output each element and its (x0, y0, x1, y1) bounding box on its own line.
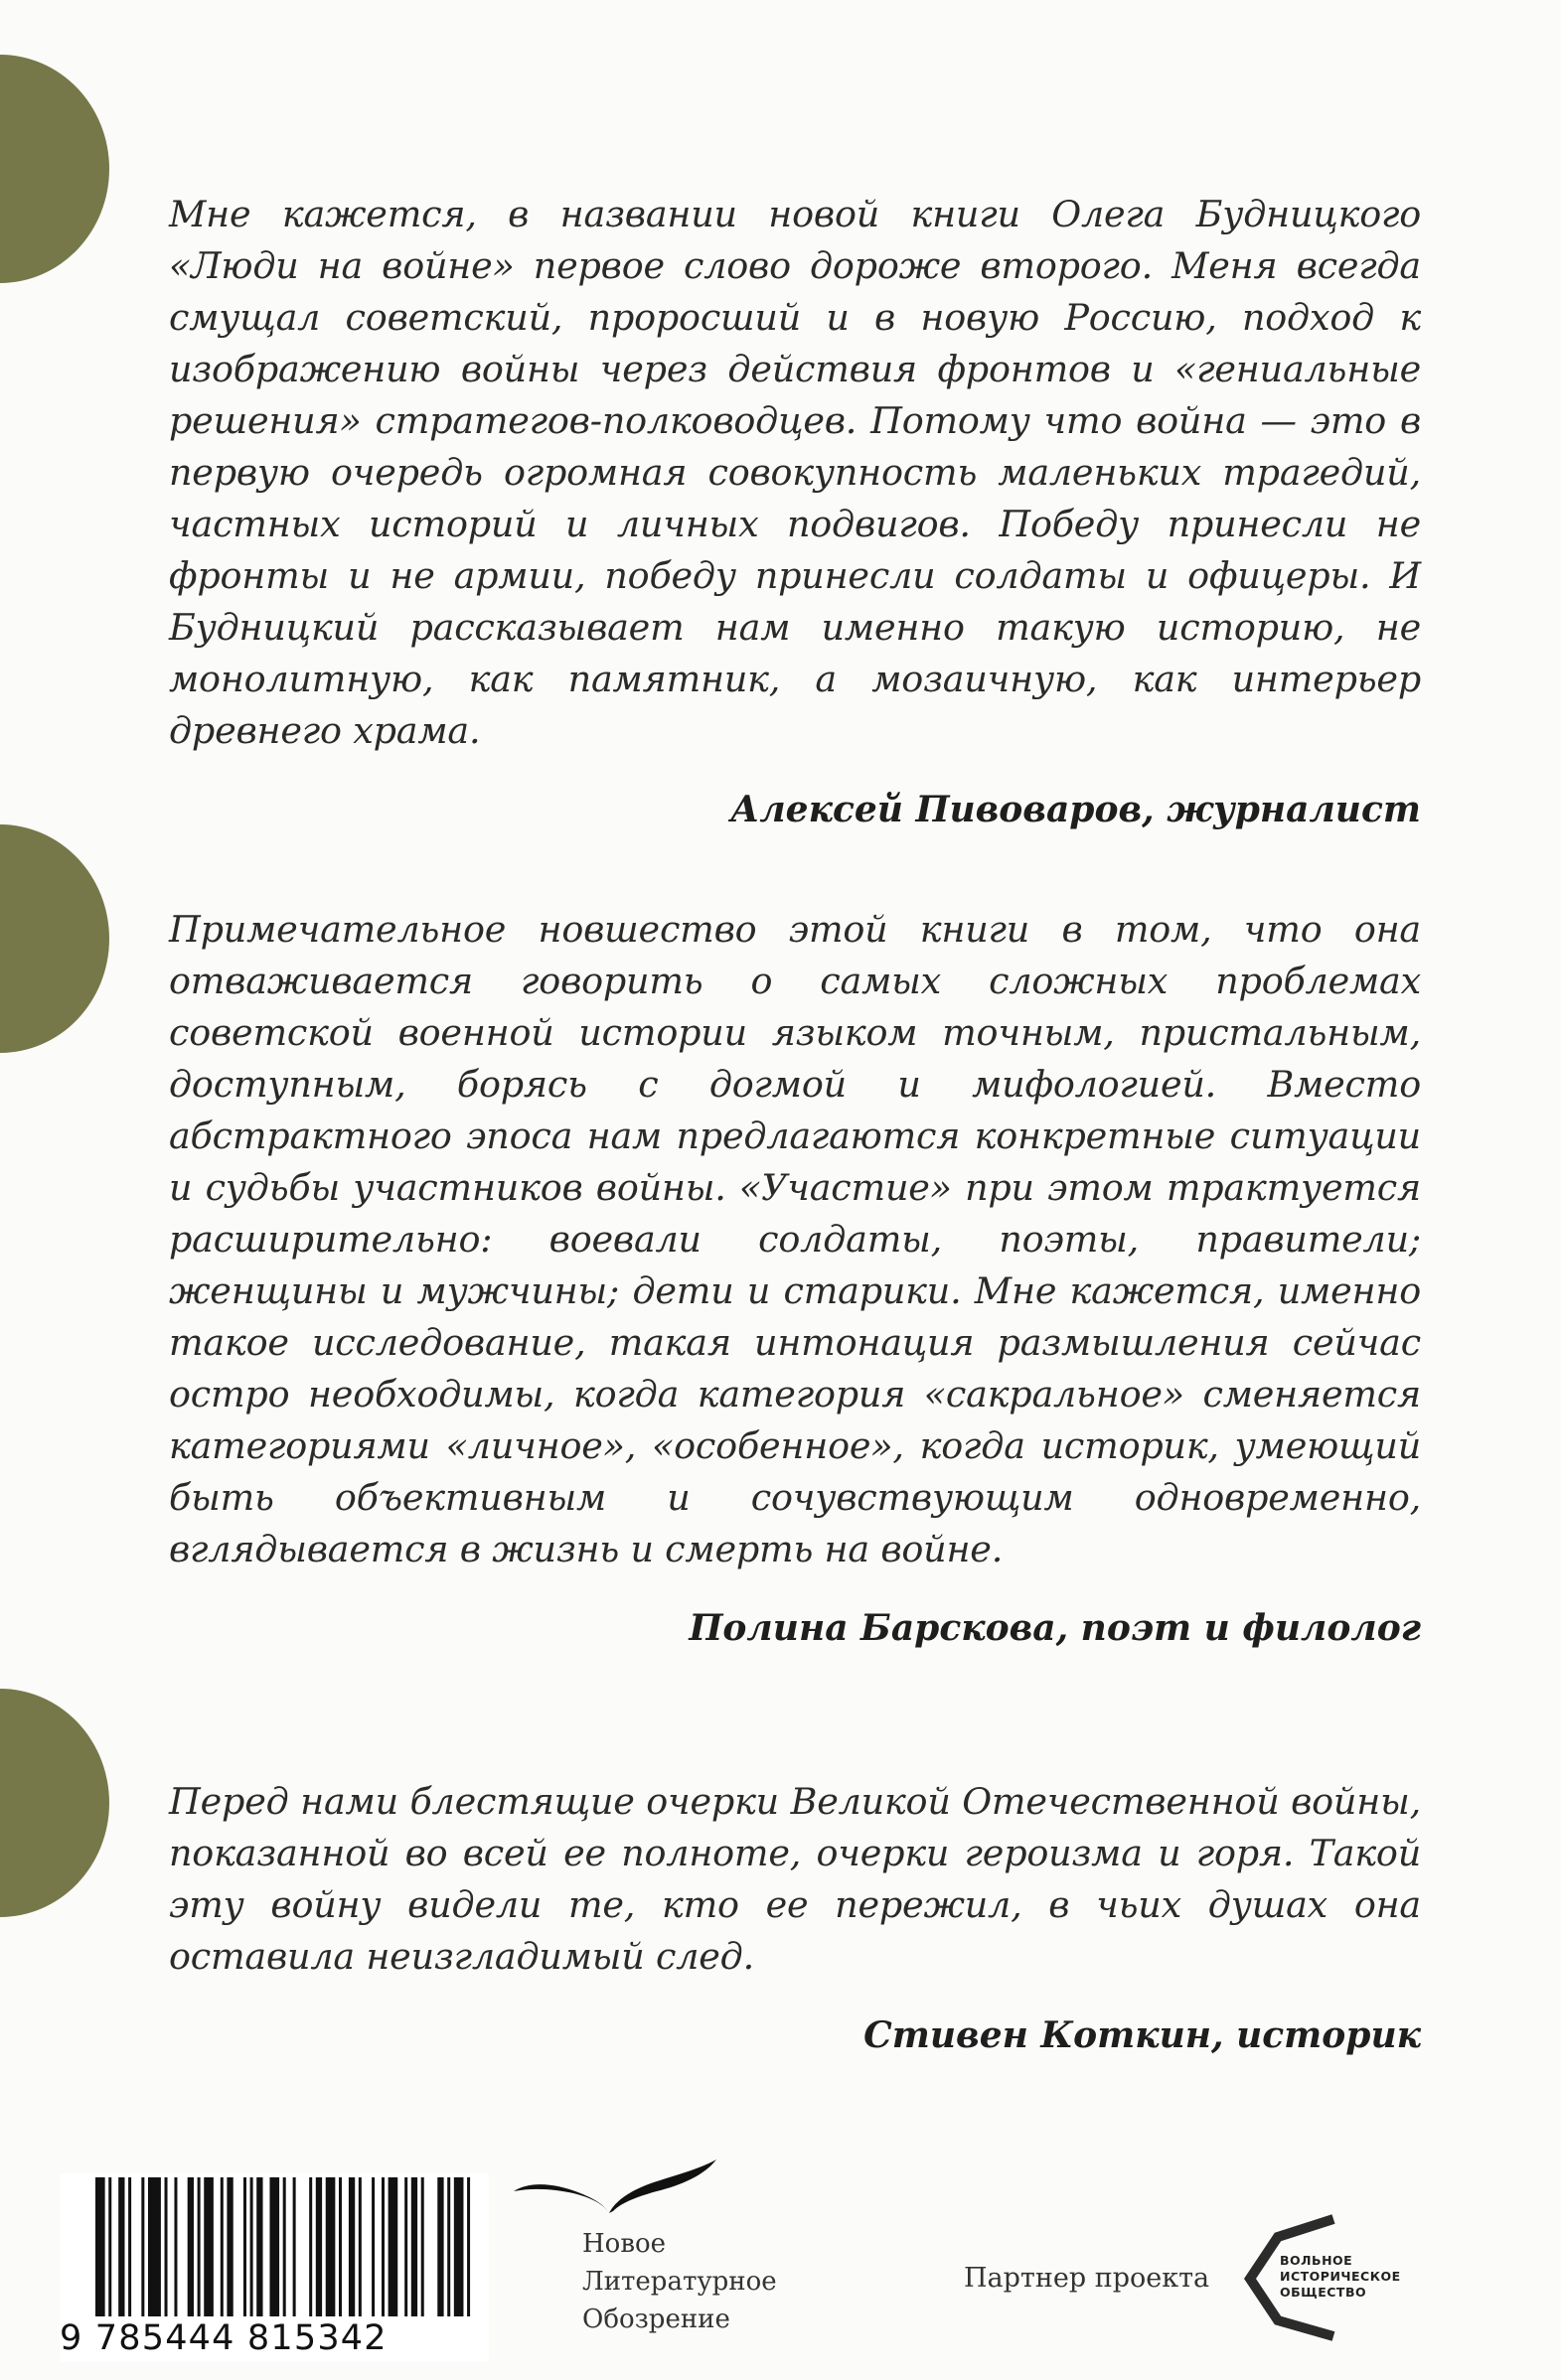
barcode-bar (372, 2177, 375, 2316)
publisher-name-line: Новое (582, 2229, 667, 2259)
publisher-name (582, 2225, 777, 2338)
barcode-bars (95, 2177, 477, 2326)
barcode-bar (309, 2177, 312, 2316)
barcode-bar (250, 2177, 253, 2316)
decorative-circle (0, 55, 109, 283)
barcode-bar (243, 2177, 246, 2316)
barcode-bar (349, 2177, 355, 2316)
partner-label: Партнер проекта (964, 2263, 1210, 2294)
quote-block (169, 1776, 1421, 2056)
quote-block (169, 189, 1421, 830)
quote-author: Алексей Пивоваров, журналист (730, 789, 1421, 830)
publisher-name-line: Литературное (582, 2267, 777, 2297)
partner-name-line: ОБЩЕСТВО (1280, 2285, 1367, 2300)
barcode-bar (174, 2177, 177, 2316)
barcode-bar (188, 2177, 194, 2316)
barcode-bar (269, 2177, 279, 2316)
barcode-bar (293, 2177, 296, 2316)
barcode-bar (108, 2177, 111, 2316)
barcode-bar (198, 2177, 201, 2316)
barcode-bar (437, 2177, 443, 2316)
barcode-bar (227, 2177, 233, 2316)
quote-author: Стивен Коткин, историк (863, 2014, 1421, 2056)
barcode-bar (404, 2177, 407, 2316)
quote-author: Полина Барскова, поэт и филолог (689, 1607, 1421, 1649)
barcode-bar (359, 2177, 362, 2316)
isbn-barcode (60, 2173, 489, 2362)
barcode-bar (141, 2177, 144, 2316)
quote-block (169, 904, 1421, 1649)
partner-name (1280, 2253, 1401, 2301)
partner-name-line: ВОЛЬНОЕ (1280, 2253, 1353, 2268)
barcode-bar (326, 2177, 336, 2316)
barcode-bar (467, 2177, 470, 2316)
barcode-bar (447, 2177, 450, 2316)
decorative-circle (0, 824, 109, 1053)
quote-text: Примечательное новшество этой книги в том, что она отваживается говорить о самых сложных проблемах советской военной истории языком точным, пристальным, доступным, борясь с догмой и мифологией. Вместо абстрактного эпоса нам предлагаются конкретные ситуации и судьбы участников войны. «Участие» при этом трактуется расширительно: воевали солдаты, поэты, правители; женщины и мужчины; дети и старики. Мне кажется, именно такое исследование, такая интонация размышления сейчас остро необходимы, когда категория «сакральное» сменяется категориями «личное», «особенное», когда историк, умеющий быть объективным и сочувствующим одновременно, вглядывается в жизнь и смерть на войне. (169, 908, 1421, 1570)
barcode-bar (204, 2177, 214, 2316)
publisher-bird-logo-icon (512, 2154, 720, 2213)
barcode-bar (421, 2177, 424, 2316)
barcode-bar (128, 2177, 131, 2316)
partner-name-line: ИСТОРИЧЕСКОЕ (1280, 2269, 1401, 2284)
quote-text: Мне кажется, в названии новой книги Олега Будницкого «Люди на войне» первое слово дороже второго. Меня всегда смущал советский, проросший и в новую Россию, подход к изображению войны через действия фронтов и «гениальные решения» стратегов-полководцев. Потому что война — это в первую очередь огромная совокупность маленьких трагедий, частных историй и личных подвигов. Победу принесли не фронты и не армии, победу принесли солдаты и офицеры. И Будницкий рассказывает нам именно такую историю, не монолитную, как памятник, а мозаичную, как интерьер древнего храма. (169, 193, 1421, 752)
barcode-bar (221, 2177, 224, 2316)
barcode-bar (283, 2177, 286, 2316)
barcode-bar (148, 2177, 161, 2316)
barcode-bar (339, 2177, 342, 2316)
barcode-bar (411, 2177, 417, 2316)
quote-text: Перед нами блестящие очерки Великой Отечественной войны, показанной во всей ее полноте, очерки героизма и горя. Такой эту войну видели те, кто ее пережил, в чьих душах она оставила неизгладимый след. (169, 1780, 1421, 1978)
barcode-bar (118, 2177, 124, 2316)
decorative-circle (0, 1689, 109, 1917)
barcode-bar (454, 2177, 464, 2316)
barcode-bar (165, 2177, 168, 2316)
barcode-digits: 9 785444 815342 (60, 2318, 388, 2358)
barcode-bar (382, 2177, 385, 2316)
barcode-bar (389, 2177, 398, 2316)
barcode-bar (95, 2177, 105, 2316)
publisher-name-line: Обозрение (582, 2305, 730, 2334)
barcode-bar (256, 2177, 262, 2316)
barcode-bar (316, 2177, 322, 2316)
